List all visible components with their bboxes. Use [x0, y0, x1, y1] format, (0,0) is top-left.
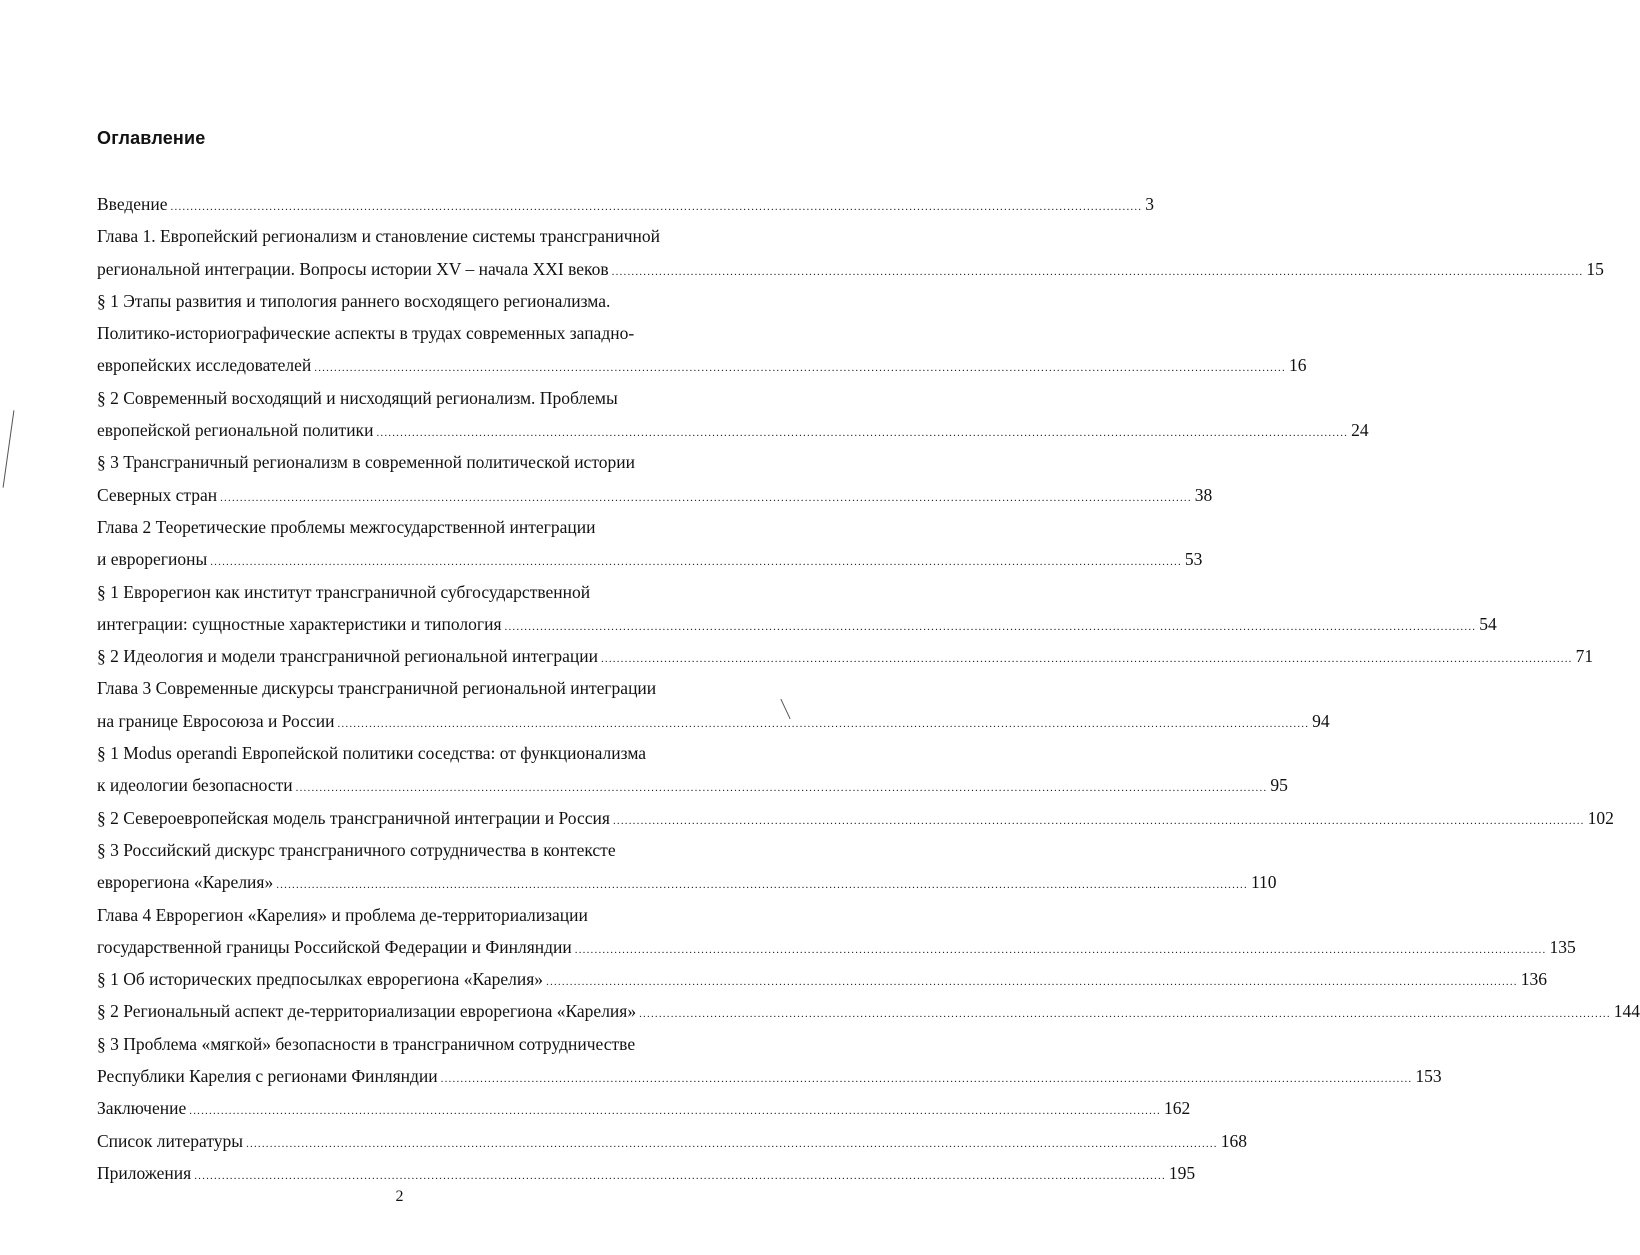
- toc-entry[interactable]: [97, 995, 1640, 1027]
- toc-entry-title: европейских исследователей: [97, 355, 312, 376]
- toc-entry[interactable]: [97, 576, 1497, 641]
- dot-leader: [639, 998, 1611, 1030]
- toc-entry-title: Введение: [97, 194, 168, 214]
- dot-leader: [171, 191, 1143, 223]
- toc-page-number: 136: [1520, 969, 1548, 990]
- toc-entry-line: § 3 Проблема «мягкой» безопасности в трансграничном сотрудничестве: [97, 1033, 636, 1054]
- toc-entry-line: [97, 543, 1203, 575]
- toc-entry-line: [97, 608, 1497, 640]
- toc-page-number: 102: [1587, 807, 1614, 828]
- toc-entry-line: [97, 479, 1213, 511]
- dot-leader: [546, 966, 1518, 998]
- toc-page-number: 24: [1351, 420, 1369, 441]
- toc-entry-line: [97, 769, 1288, 801]
- toc-entry-line: [97, 640, 1594, 672]
- toc-entry-title: и еврорегионы: [97, 549, 208, 570]
- toc-entry-line: Глава 4 Еврорегион «Карелия» и проблема де-территориализации: [97, 904, 588, 925]
- toc-entry[interactable]: [97, 382, 1369, 447]
- toc-entry-line: § 1 Еврорегион как институт трансграничной субгосударственной: [97, 581, 591, 602]
- toc-page-number: 195: [1168, 1162, 1196, 1183]
- toc-page-number: 110: [1250, 872, 1277, 893]
- toc-page-number: 71: [1575, 646, 1594, 667]
- dot-leader: [276, 869, 1248, 901]
- toc-page-number: 16: [1288, 355, 1307, 376]
- toc-page-number: 95: [1270, 775, 1288, 796]
- toc-entry-line: § 3 Российский дискурс трансграничного сотрудничества в контексте: [97, 839, 616, 860]
- toc-entry-line: [97, 1060, 1442, 1092]
- toc-entry-line: [97, 931, 1576, 963]
- toc-entry[interactable]: [97, 446, 1213, 511]
- toc-entry[interactable]: [97, 899, 1576, 964]
- toc-page-number: 54: [1479, 613, 1497, 634]
- toc-entry-line: Политико-историографические аспекты в трудах современных западно-: [97, 323, 635, 344]
- toc-entry-line: § 1 Modus operandi Европейской политики соседства: от функционализма: [97, 743, 647, 764]
- toc-page-number: 162: [1163, 1098, 1191, 1119]
- toc-entry-title: региональной интеграции. Вопросы истории XV – начала XXI веков: [97, 258, 609, 279]
- toc-entry-line: Глава 3 Современные дискурсы трансграничной региональной интеграции: [97, 678, 657, 699]
- toc-entry-title: на границе Евросоюза и России: [97, 710, 335, 731]
- dot-leader: [505, 611, 1477, 643]
- toc-entry-title: к идеологии безопасности: [97, 775, 293, 796]
- toc-entry[interactable]: [97, 285, 1307, 382]
- toc-page-number: 38: [1194, 484, 1213, 505]
- toc-entry-title: Республики Карелия с регионами Финляндии: [97, 1066, 438, 1087]
- toc-entry-line: [97, 414, 1369, 446]
- toc-entry[interactable]: [97, 511, 1203, 576]
- toc-entry[interactable]: [97, 737, 1288, 802]
- toc-entry-line: § 1 Этапы развития и типология раннего восходящего регионализма.: [97, 290, 611, 311]
- toc-entry-title: европейской региональной политики: [97, 420, 374, 441]
- page-number: 2: [395, 1188, 404, 1205]
- toc-entry-line: [97, 963, 1548, 995]
- toc-entry-title: Заключение: [97, 1098, 187, 1119]
- toc-entry-line: [97, 866, 1277, 898]
- toc-entry[interactable]: [97, 963, 1548, 995]
- toc-page-number: 15: [1586, 258, 1604, 279]
- toc-page-number: 3: [1145, 194, 1154, 214]
- toc-entry-title: Северных стран: [97, 484, 218, 505]
- toc-entry-title: Список литературы: [97, 1130, 244, 1151]
- toc-entry[interactable]: [97, 220, 1604, 285]
- toc-page-number: 94: [1312, 710, 1330, 731]
- dot-leader: [220, 482, 1192, 514]
- toc-entry-line: § 3 Трансграничный регионализм в современной политической истории: [97, 452, 635, 473]
- toc-entry-title: государственной границы Российской Федерации и Финляндии: [97, 936, 572, 957]
- toc-entry-line: Глава 1. Европейский регионализм и становление системы трансграничной: [97, 226, 661, 247]
- dot-leader: [601, 643, 1573, 675]
- dot-leader: [612, 256, 1584, 288]
- dot-leader: [575, 934, 1547, 966]
- toc-page-number: 135: [1549, 936, 1576, 957]
- dot-leader: [296, 772, 1268, 804]
- toc-entry-title: § 2 Региональный аспект де-территориализации еврорегиона «Карелия»: [97, 1001, 637, 1022]
- dot-leader: [613, 805, 1585, 837]
- toc-entry[interactable]: [97, 802, 1614, 834]
- toc-entry-title: § 1 Об исторических предпосылках еврорегиона «Карелия»: [97, 969, 544, 990]
- toc-page-number: 153: [1415, 1066, 1442, 1087]
- toc-entry[interactable]: [97, 640, 1594, 672]
- toc-page-number: 53: [1184, 549, 1203, 570]
- toc-entry[interactable]: [97, 1157, 1196, 1189]
- toc-entry-line: [97, 1157, 1196, 1189]
- toc-entry-line: Глава 2 Теоретические проблемы межгосударственной интеграции: [97, 516, 596, 537]
- toc-entry-line: [97, 253, 1604, 285]
- dot-leader: [337, 708, 1309, 740]
- toc-entry-line: [97, 1125, 1248, 1157]
- dot-leader: [189, 1095, 1161, 1127]
- toc-entry-line: § 2 Современный восходящий и нисходящий регионализм. Проблемы: [97, 387, 618, 408]
- page-title: Оглавление: [97, 128, 206, 148]
- toc-entry-line: [97, 188, 1154, 220]
- toc-entry-line: [97, 995, 1640, 1027]
- dot-leader: [376, 417, 1348, 449]
- toc-page-number: 168: [1220, 1130, 1248, 1151]
- toc-entry-line: [97, 705, 1330, 737]
- toc-page-number: 144: [1613, 1001, 1640, 1022]
- dot-leader: [441, 1063, 1413, 1095]
- toc-entry-title: интеграции: сущностные характеристики и типология: [97, 613, 502, 634]
- dot-leader: [314, 352, 1286, 384]
- toc-entry-title: § 2 Североевропейская модель трансграничной интеграции и Россия: [97, 807, 610, 828]
- toc-entry[interactable]: [97, 672, 1330, 737]
- toc-entry-line: [97, 349, 1307, 381]
- toc-entry-title: еврорегиона «Карелия»: [97, 872, 274, 893]
- dot-leader: [210, 546, 1182, 578]
- toc-entry-title: Приложения: [97, 1162, 192, 1183]
- toc-entry[interactable]: [97, 1125, 1248, 1157]
- toc-entry-line: [97, 802, 1614, 834]
- toc-entry[interactable]: [97, 1028, 1442, 1093]
- toc-entry-title: § 2 Идеология и модели трансграничной региональной интеграции: [97, 646, 598, 667]
- table-of-contents: [97, 188, 1640, 1189]
- toc-entry[interactable]: [97, 188, 1154, 220]
- scan-artifact-left: [3, 410, 15, 487]
- dot-leader: [246, 1128, 1218, 1160]
- toc-entry[interactable]: [97, 1092, 1191, 1124]
- toc-entry[interactable]: [97, 834, 1277, 899]
- toc-entry-line: [97, 1092, 1191, 1124]
